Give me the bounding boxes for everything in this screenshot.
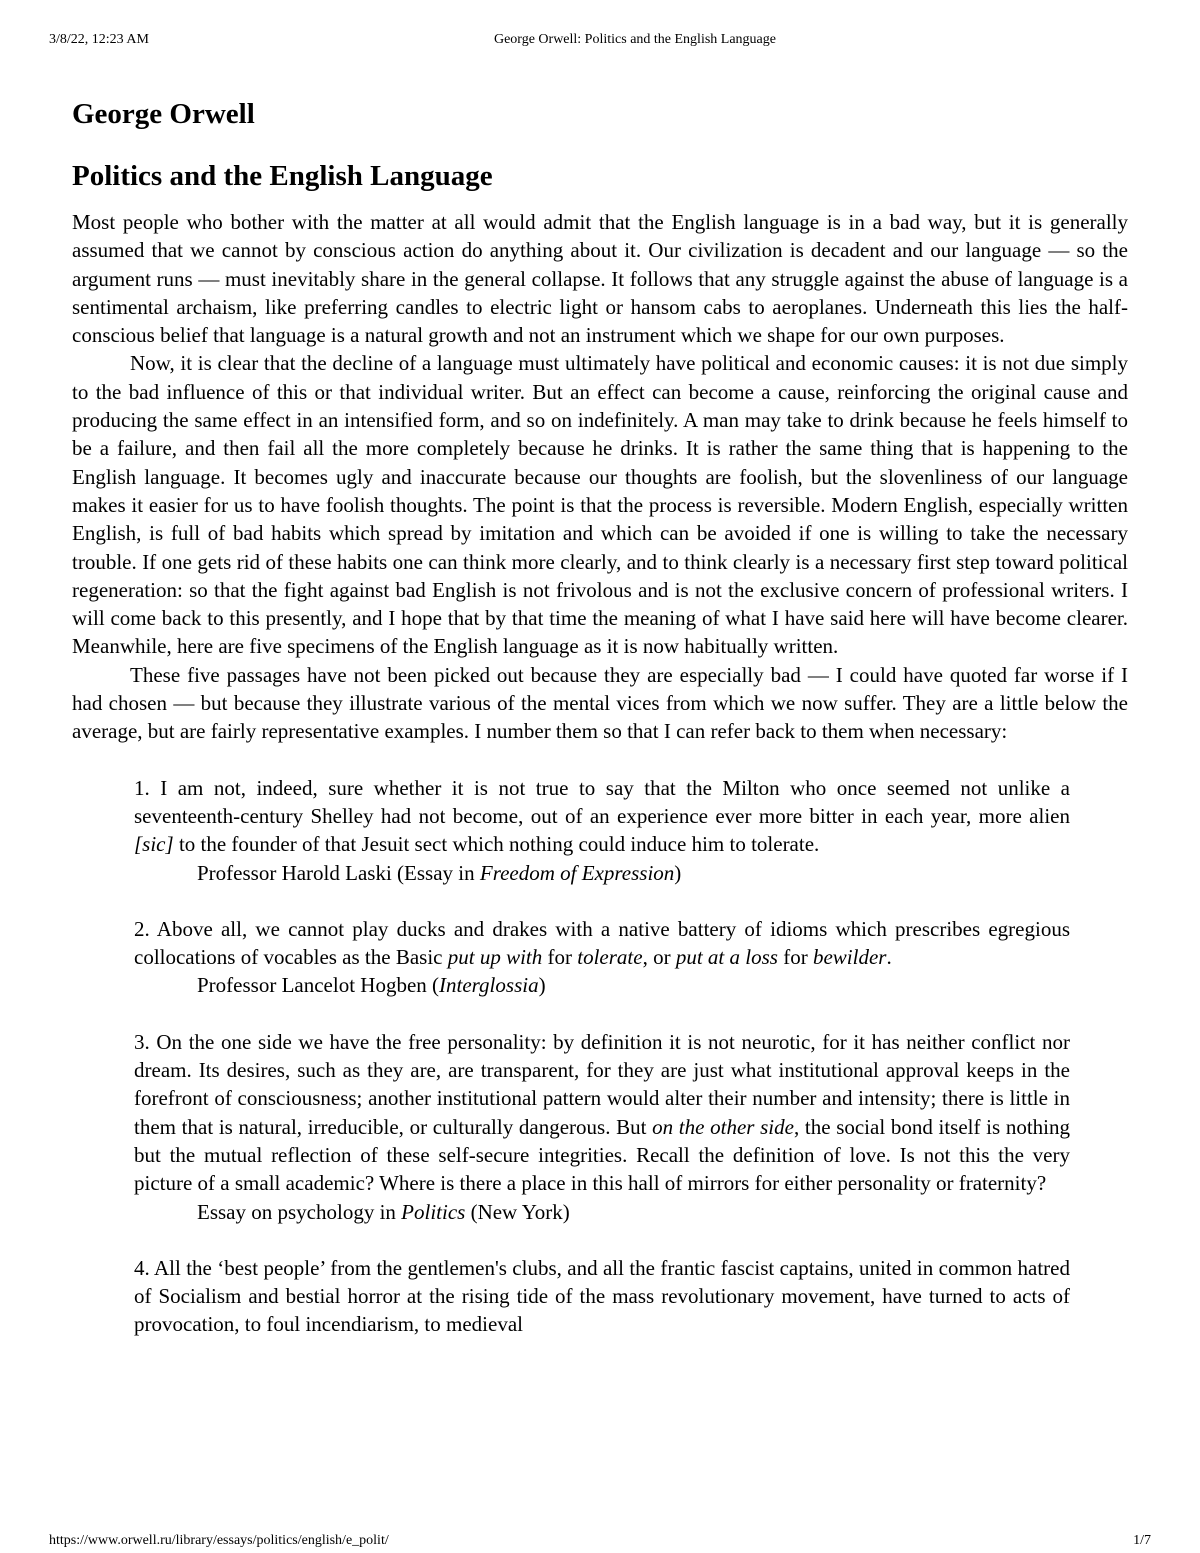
specimen-3-text: 3. On the one side we have the free personality: by definition it is not neurotic, for it has neither conflict nor dream. Its desires, such as they are, are transparent, for they are just what institutional approval keeps in the forefront of consciousness; another institutional pattern would alter their number and intensity; there is little in them that is natural, irreducible, or culturally dangerous. But on the other side, the social bond itself is nothing but the mutual reflection of these self-secure integrities. Recall the definition of love. Is not this the very picture of a small academic? Where is there a place in this hall of mirrors for either personality or fraternity? <box>134 1029 1071 1196</box>
specimen-2-attribution: Professor Lancelot Hogben (Interglossia) <box>197 973 546 998</box>
specimen-3 <box>134 1028 1070 1226</box>
paragraph-2: Now, it is clear that the decline of a language must ultimately have political and economic causes: it is not due simply to the bad influence of this or that individual writer. But an effect can become a cause, reinforcing the original cause and producing the same effect in an intensified form, and so on indefinitely. A man may take to drink because he feels himself to be a failure, and then fail all the more completely because he drinks. It is rather the same thing that is happening to the English language. It becomes ugly and inaccurate because our thoughts are foolish, but the slovenliness of our language makes it easier for us to have foolish thoughts. The point is that the process is reversible. Modern English, especially written English, is full of bad habits which spread by imitation and which can be avoided if one is willing to take the necessary trouble. If one gets rid of these habits one can think more clearly, and to think clearly is a necessary first step toward political regeneration: so that the fight against bad English is not frivolous and is not the exclusive concern of professional writers. I will come back to this presently, and I hope that by that time the meaning of what I have said here will have become clearer. Meanwhile, here are five specimens of the English language as it is now habitually written. <box>72 351 1128 659</box>
print-url: https://www.orwell.ru/library/essays/politics/english/e_polit/ <box>49 1533 389 1548</box>
specimen-1-emphasis: [sic] <box>134 832 174 857</box>
specimen-4-text: 4. All the ‘best people’ from the gentlemen's clubs, and all the frantic fascist captains, united in common hatred of Socialism and bestial horror at the rising tide of the mass revolutionary movement, have turned to acts of provocation, to foul incendiarism, to medieval <box>134 1255 1070 1337</box>
specimen-1-text: 1. I am not, indeed, sure whether it is not true to say that the Milton who once seemed not unlike a seventeenth-century Shelley had not become, out of an experience ever more bitter in each year, more alien [sic] to the founder of that Jesuit sect which nothing could induce him to tolerate. <box>134 775 1070 857</box>
article <box>72 92 1128 1339</box>
page-number: 1/7 <box>1133 1533 1151 1548</box>
specimen-2-text: 2. Above all, we cannot play ducks and drakes with a native battery of idioms which prescribes egregious collocations of vocables as the Basic put up with for tolerate, or put at a loss for bewilder. <box>134 916 1070 970</box>
specimen-1 <box>134 774 1070 887</box>
specimen-2 <box>134 915 1070 1000</box>
author-heading: George Orwell <box>72 98 255 130</box>
print-header <box>49 32 1151 48</box>
specimen-3-attribution: Essay on psychology in Politics (New York) <box>197 1199 570 1224</box>
specimen-4 <box>134 1254 1070 1339</box>
specimen-1-attribution: Professor Harold Laski (Essay in Freedom of Expression) <box>197 860 682 885</box>
essay-title: Politics and the English Language <box>72 160 493 192</box>
print-doc-title: George Orwell: Politics and the English Language <box>493 32 776 47</box>
print-footer <box>49 1533 1151 1549</box>
paragraph-1: Most people who bother with the matter at all would admit that the English language is in a bad way, but it is generally assumed that we cannot by conscious action do anything about it. Our civilization is decadent and our language — so the argument runs — must inevitably share in the general collapse. It follows that any struggle against the abuse of language is a sentimental archaism, like preferring candles to electric light or hansom cabs to aeroplanes. Underneath this lies the half-conscious belief that language is a natural growth and not an instrument which we shape for our own purposes. <box>72 210 1128 348</box>
print-datetime: 3/8/22, 12:23 AM <box>49 32 149 47</box>
paragraph-3: These five passages have not been picked out because they are especially bad — I could have quoted far worse if I had chosen — but because they illustrate various of the mental vices from which we now suffer. They are a little below the average, but are fairly representative examples. I number them so that I can refer back to them when necessary: <box>72 662 1128 744</box>
specimen-list <box>72 774 1070 1339</box>
